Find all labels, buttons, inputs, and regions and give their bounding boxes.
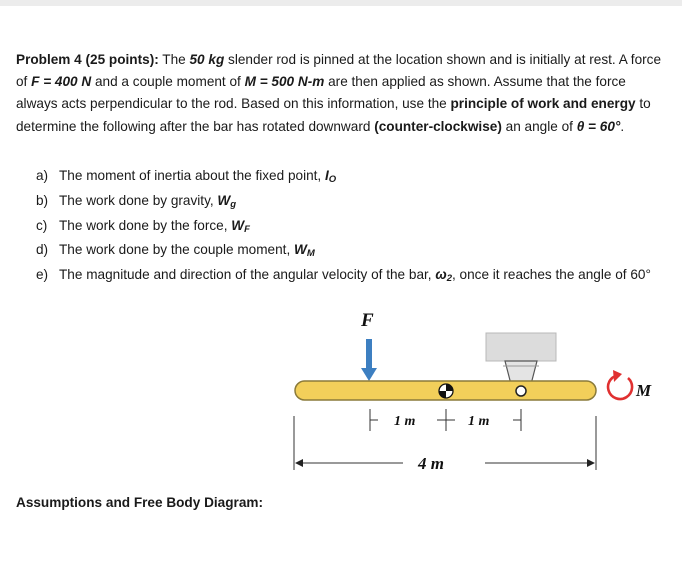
problem-text-1: The (158, 52, 190, 67)
part-subscript: 2 (446, 273, 452, 285)
part-subscript: O (328, 174, 337, 185)
part-label: c) (36, 217, 48, 233)
part-subscript: F (244, 223, 250, 235)
part-text: The moment of inertia about the fixed point, (59, 168, 325, 183)
moment-arrow (608, 375, 632, 399)
problem-text-7: . (620, 118, 625, 134)
pin-joint (516, 386, 526, 396)
short-dimension-lines (370, 409, 521, 431)
problem-angle: θ = 60° (576, 118, 621, 134)
dimension-right-label: 1 m (468, 414, 490, 429)
problem-mass: 50 kg (189, 52, 225, 67)
problem-force: F = 400 N (31, 74, 92, 90)
part-symbol: W (217, 192, 231, 208)
moment-arrowhead (613, 370, 622, 382)
force-label: F (361, 310, 374, 331)
part-text: The work done by gravity, (59, 192, 218, 208)
problem-direction: (counter-clockwise) (374, 118, 502, 134)
part-subscript: M (306, 248, 315, 260)
dimension-total-label: 4 m (418, 454, 444, 473)
center-of-mass-icon (439, 384, 453, 398)
part-subscript: g (230, 198, 237, 210)
assumptions-heading: Assumptions and Free Body Diagram: (16, 495, 263, 510)
problem-heading: Problem 4 (25 points): (16, 52, 159, 67)
problem-moment: M = 500 N-m (244, 74, 325, 90)
problem-text-6: an angle of (501, 118, 577, 134)
part-label: d) (36, 242, 49, 258)
problem-principle: principle of work and energy (450, 96, 636, 112)
part-text: The magnitude and direction of the angular velocity of the bar, (59, 267, 436, 283)
part-label: b) (36, 192, 49, 208)
total-dimension-line (294, 416, 596, 470)
part-text-tail: , once it reaches the angle of 60° (451, 267, 651, 283)
moment-label: M (636, 381, 652, 400)
force-arrow (361, 339, 377, 381)
problem-text-2: slender rod is pinned at the location shown and is initially at rest. A force of (16, 52, 662, 90)
dimension-left-label: 1 m (394, 414, 416, 429)
part-symbol: W (231, 217, 245, 233)
problem-text-3: and a couple moment of (91, 74, 245, 90)
part-symbol: ω (435, 267, 447, 283)
part-symbol: I (325, 168, 329, 183)
problem-text-4: are then applied as shown. Assume that the force always acts perpendicular to the rod. Based on this information, use the (16, 74, 626, 112)
part-label: a) (36, 168, 49, 183)
part-symbol: W (294, 242, 307, 258)
part-text: The work done by the couple moment, (59, 242, 294, 258)
part-text: The work done by the force, (59, 217, 232, 233)
problem-text-5: to determine the following after the bar has rotated downward (16, 96, 651, 134)
part-label: e) (36, 267, 49, 283)
